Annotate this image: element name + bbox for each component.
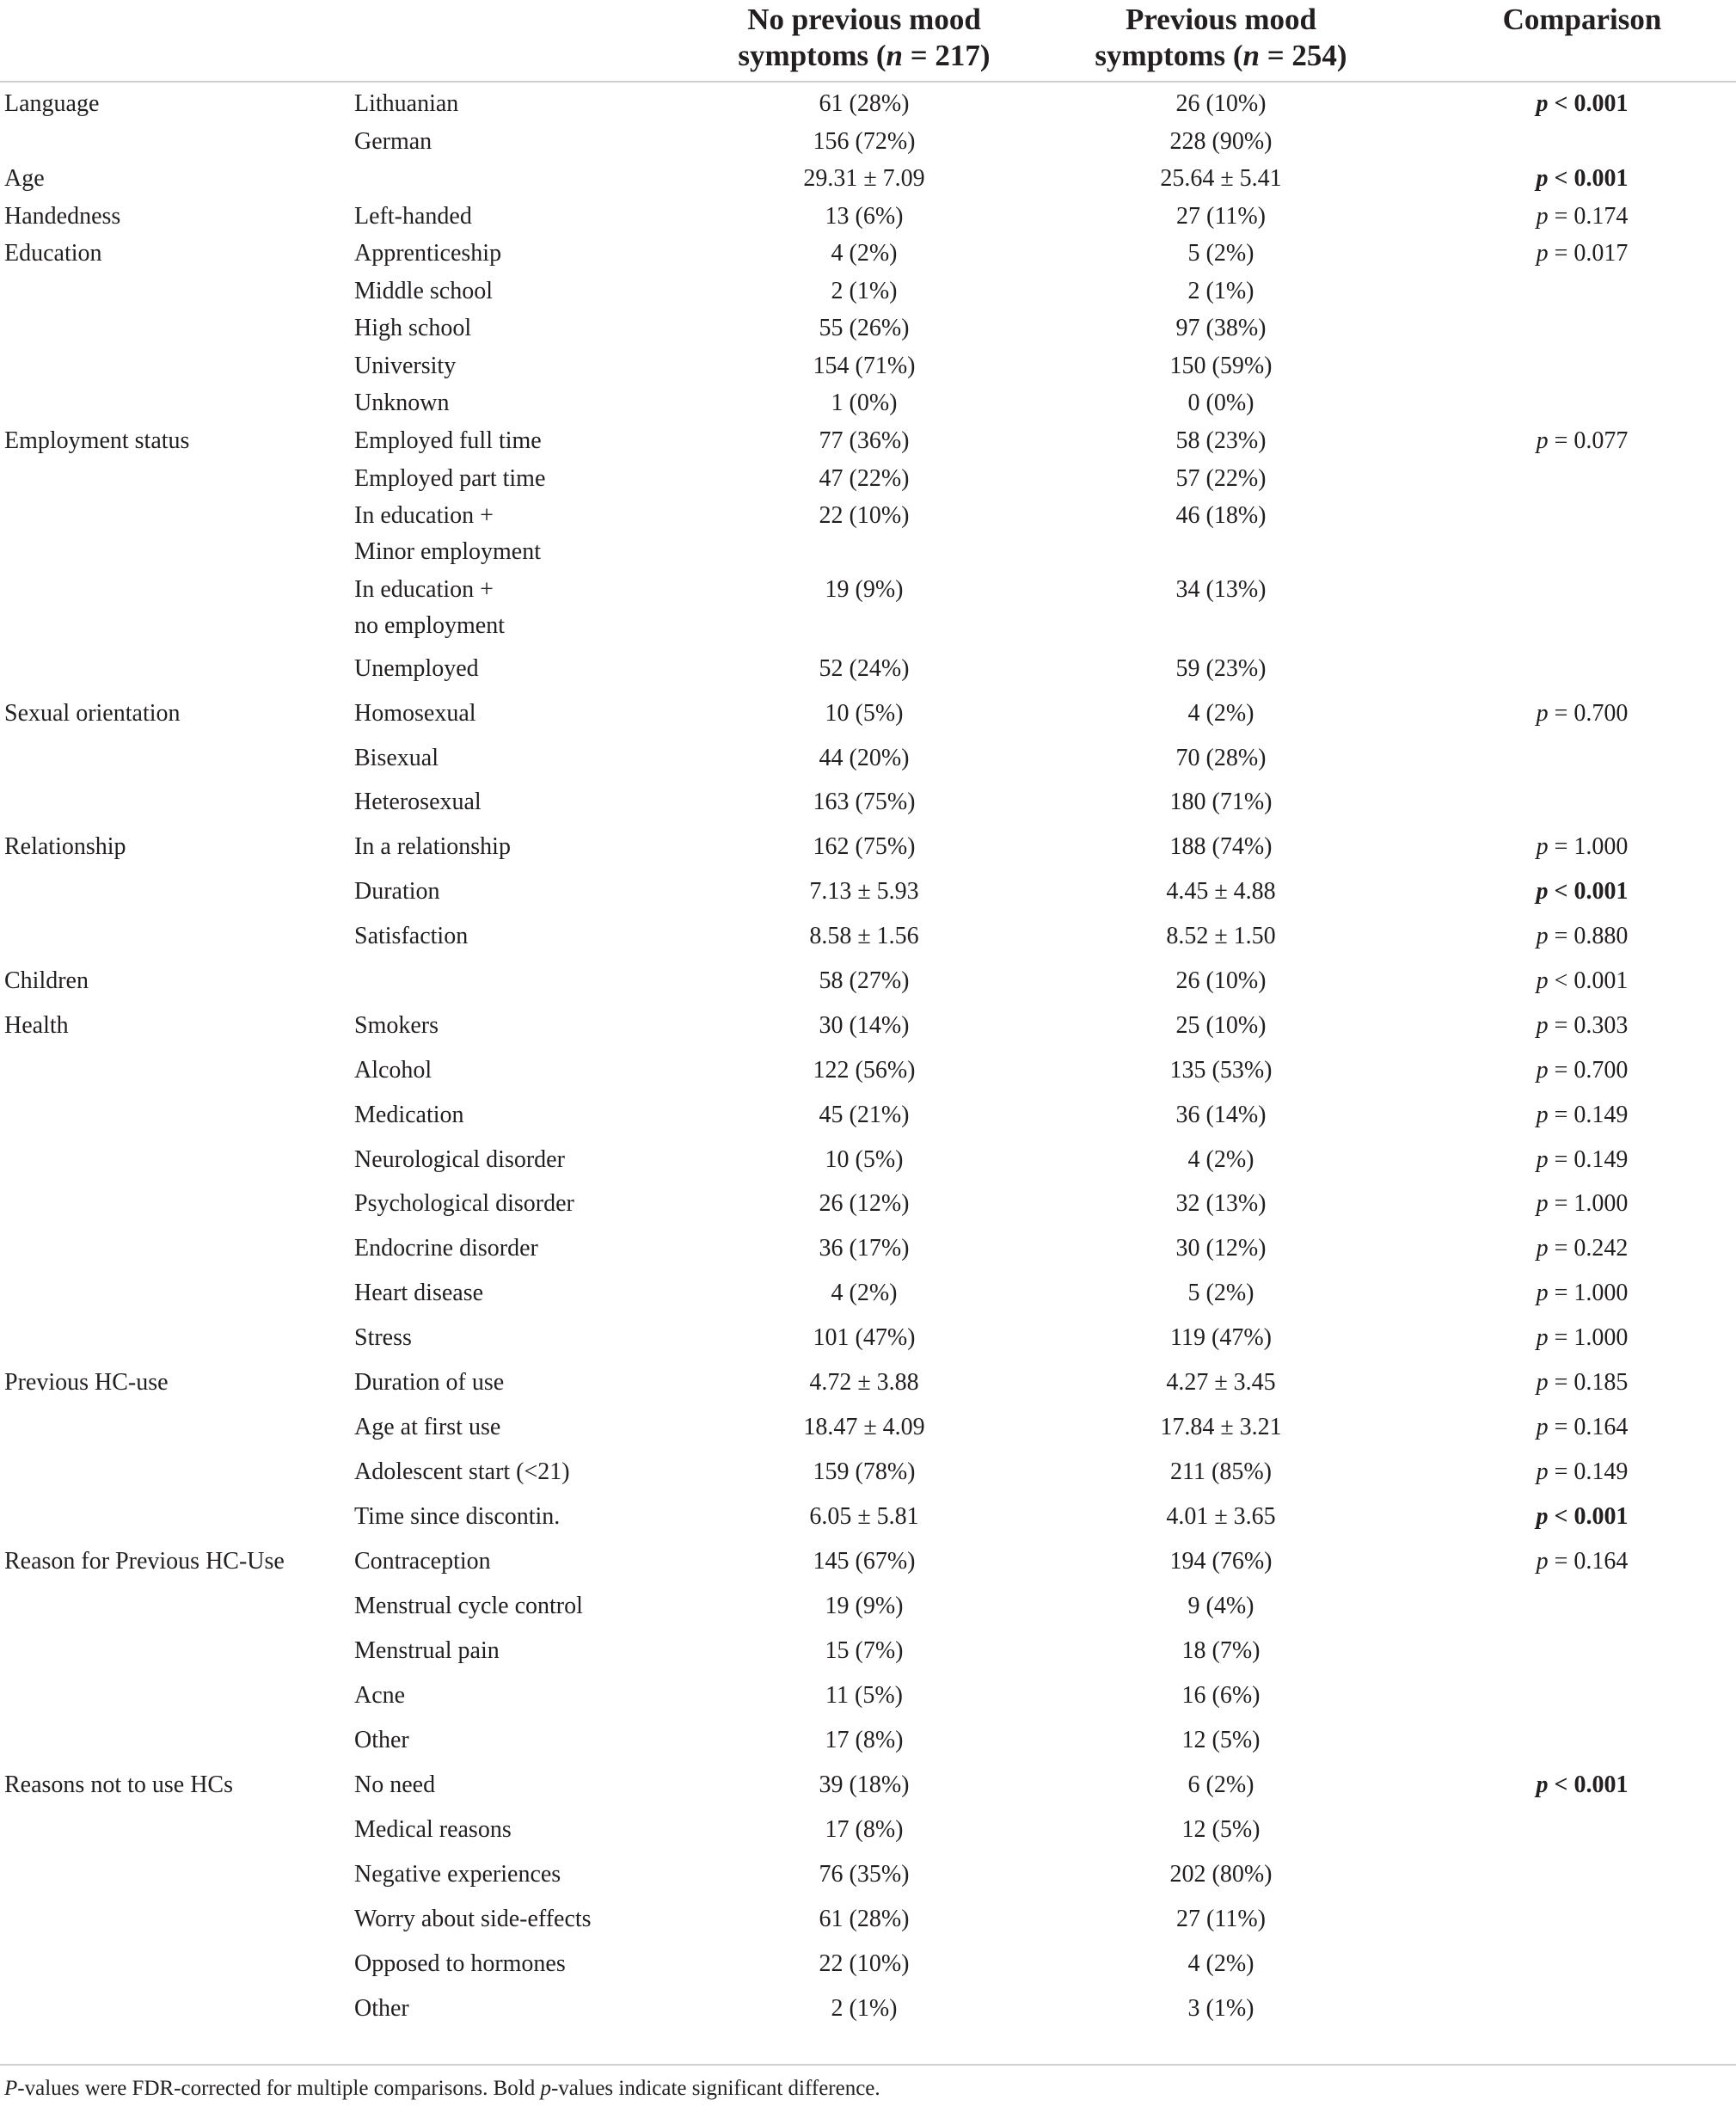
row-subcategory: Opposed to hormones (354, 1950, 566, 1977)
row-category: Reasons not to use HCs (4, 1771, 233, 1798)
value-no-previous: 55 (26%) (819, 315, 910, 341)
value-no-previous: 58 (27%) (819, 967, 910, 994)
row-subcategory: no employment (354, 612, 505, 639)
value-no-previous: 6.05 ± 5.81 (809, 1503, 919, 1530)
row-subcategory: Lithuanian (354, 90, 459, 117)
row-subcategory: In education + (354, 502, 494, 529)
value-no-previous: 18.47 ± 4.09 (803, 1414, 925, 1440)
row-category: Language (4, 90, 100, 117)
p-value: p < 0.001 (1536, 1503, 1629, 1530)
row-subcategory: Duration (354, 878, 440, 905)
value-no-previous: 101 (47%) (813, 1324, 916, 1351)
p-value: p = 0.303 (1536, 1012, 1629, 1039)
value-previous: 25 (10%) (1175, 1012, 1267, 1039)
p-value: p = 0.149 (1536, 1458, 1629, 1485)
value-previous: 27 (11%) (1176, 1906, 1266, 1932)
value-previous: 16 (6%) (1181, 1682, 1261, 1709)
value-previous: 46 (18%) (1175, 502, 1267, 529)
value-no-previous: 10 (5%) (825, 700, 904, 727)
p-value: p < 0.001 (1536, 1771, 1629, 1798)
row-subcategory: Age at first use (354, 1414, 501, 1440)
value-previous: 8.52 ± 1.50 (1166, 923, 1276, 949)
value-no-previous: 1 (0%) (831, 390, 898, 416)
row-subcategory: Endocrine disorder (354, 1235, 538, 1262)
value-previous: 4 (2%) (1187, 700, 1254, 727)
p-value: p = 0.174 (1536, 203, 1629, 230)
row-subcategory: Contraception (354, 1548, 491, 1575)
value-previous: 211 (85%) (1170, 1458, 1272, 1485)
value-no-previous: 154 (71%) (813, 353, 916, 379)
row-subcategory: Worry about side-effects (354, 1906, 592, 1932)
row-category: Children (4, 967, 89, 994)
value-previous: 34 (13%) (1175, 576, 1267, 603)
p-value: p = 1.000 (1536, 1190, 1629, 1217)
row-subcategory: Minor employment (354, 538, 541, 565)
value-no-previous: 17 (8%) (825, 1727, 904, 1753)
value-previous: 4 (2%) (1187, 1146, 1254, 1173)
value-previous: 30 (12%) (1175, 1235, 1267, 1262)
value-no-previous: 26 (12%) (819, 1190, 910, 1217)
p-value: p = 0.149 (1536, 1146, 1629, 1173)
header-divider (0, 81, 1736, 83)
value-previous: 26 (10%) (1175, 90, 1267, 117)
value-previous: 119 (47%) (1170, 1324, 1272, 1351)
row-subcategory: Negative experiences (354, 1861, 561, 1888)
row-subcategory: In education + (354, 576, 494, 603)
p-value: p = 0.700 (1536, 700, 1629, 727)
value-no-previous: 4 (2%) (831, 1280, 898, 1306)
value-no-previous: 13 (6%) (825, 203, 904, 230)
row-subcategory: Satisfaction (354, 923, 469, 949)
p-value: p = 0.164 (1536, 1414, 1629, 1440)
value-previous: 202 (80%) (1169, 1861, 1273, 1888)
value-previous: 2 (1%) (1187, 278, 1254, 304)
value-previous: 3 (1%) (1187, 1995, 1254, 2022)
row-subcategory: Neurological disorder (354, 1146, 565, 1173)
value-previous: 180 (71%) (1169, 789, 1273, 815)
value-previous: 4.27 ± 3.45 (1166, 1369, 1276, 1396)
row-subcategory: Duration of use (354, 1369, 505, 1396)
value-no-previous: 156 (72%) (813, 128, 916, 155)
value-no-previous: 47 (22%) (819, 465, 910, 492)
value-previous: 150 (59%) (1169, 353, 1273, 379)
value-previous: 4.01 ± 3.65 (1166, 1503, 1276, 1530)
value-no-previous: 11 (5%) (825, 1682, 903, 1709)
value-previous: 25.64 ± 5.41 (1160, 165, 1282, 192)
value-previous: 9 (4%) (1187, 1593, 1254, 1619)
row-category: Relationship (4, 833, 126, 860)
p-value: p = 0.164 (1536, 1548, 1629, 1575)
value-previous: 188 (74%) (1169, 833, 1273, 860)
value-previous: 12 (5%) (1181, 1727, 1261, 1753)
value-no-previous: 122 (56%) (813, 1057, 916, 1084)
value-previous: 57 (22%) (1175, 465, 1267, 492)
p-value: p < 0.001 (1536, 878, 1629, 905)
value-previous: 4.45 ± 4.88 (1166, 878, 1276, 905)
row-subcategory: Apprenticeship (354, 240, 502, 267)
value-previous: 5 (2%) (1187, 240, 1254, 267)
value-no-previous: 36 (17%) (819, 1235, 910, 1262)
row-subcategory: Alcohol (354, 1057, 432, 1084)
p-value: p < 0.001 (1536, 967, 1629, 994)
value-no-previous: 17 (8%) (825, 1816, 904, 1843)
row-category: Health (4, 1012, 69, 1039)
value-previous: 194 (76%) (1169, 1548, 1273, 1575)
value-no-previous: 77 (36%) (819, 427, 910, 454)
row-subcategory: Medical reasons (354, 1816, 512, 1843)
row-subcategory: Other (354, 1727, 409, 1753)
value-previous: 228 (90%) (1169, 128, 1273, 155)
value-no-previous: 45 (21%) (819, 1102, 910, 1128)
value-no-previous: 19 (9%) (825, 1593, 904, 1619)
value-previous: 4 (2%) (1187, 1950, 1254, 1977)
row-subcategory: University (354, 353, 457, 379)
row-subcategory: Employed full time (354, 427, 542, 454)
value-no-previous: 4.72 ± 3.88 (809, 1369, 919, 1396)
row-category: Reason for Previous HC-Use (4, 1548, 285, 1575)
row-subcategory: German (354, 128, 432, 155)
col-header-previous-line1: Previous mood (1126, 3, 1316, 36)
value-previous: 18 (7%) (1181, 1637, 1261, 1664)
col-header-no-previous-line1: No previous mood (747, 3, 981, 36)
p-value: p = 0.017 (1536, 240, 1629, 267)
row-subcategory: Smokers (354, 1012, 439, 1039)
value-no-previous: 7.13 ± 5.93 (809, 878, 919, 905)
value-no-previous: 76 (35%) (819, 1861, 910, 1888)
row-category: Previous HC-use (4, 1369, 169, 1396)
value-no-previous: 52 (24%) (819, 655, 910, 682)
row-category: Handedness (4, 203, 121, 230)
row-subcategory: Acne (354, 1682, 406, 1709)
row-category: Age (4, 165, 45, 192)
row-subcategory: Left-handed (354, 203, 472, 230)
value-previous: 70 (28%) (1175, 745, 1267, 771)
row-subcategory: Middle school (354, 278, 493, 304)
row-subcategory: Heterosexual (354, 789, 482, 815)
footnote: P-values were FDR-corrected for multiple comparisons. Bold p-values indicate significant difference. (4, 2077, 880, 2100)
p-value: p = 1.000 (1536, 1280, 1629, 1306)
row-subcategory: Heart disease (354, 1280, 484, 1306)
value-no-previous: 8.58 ± 1.56 (809, 923, 919, 949)
value-no-previous: 44 (20%) (819, 745, 910, 771)
value-no-previous: 22 (10%) (819, 502, 910, 529)
col-header-previous-line2: symptoms (n = 254) (1095, 39, 1347, 72)
col-header-comparison: Comparison (1502, 3, 1662, 36)
value-no-previous: 4 (2%) (831, 240, 898, 267)
value-no-previous: 10 (5%) (825, 1146, 904, 1173)
row-subcategory: Employed part time (354, 465, 546, 492)
row-subcategory: High school (354, 315, 472, 341)
value-no-previous: 2 (1%) (831, 278, 898, 304)
value-no-previous: 61 (28%) (819, 1906, 910, 1932)
value-previous: 32 (13%) (1175, 1190, 1267, 1217)
footer-divider (0, 2064, 1736, 2066)
row-category: Employment status (4, 427, 190, 454)
value-no-previous: 2 (1%) (831, 1995, 898, 2022)
p-value: p = 0.880 (1536, 923, 1629, 949)
value-no-previous: 61 (28%) (819, 90, 910, 117)
value-no-previous: 162 (75%) (813, 833, 916, 860)
value-previous: 0 (0%) (1187, 390, 1254, 416)
row-subcategory: In a relationship (354, 833, 511, 860)
value-previous: 97 (38%) (1175, 315, 1267, 341)
value-no-previous: 30 (14%) (819, 1012, 910, 1039)
value-no-previous: 15 (7%) (825, 1637, 904, 1664)
row-category: Education (4, 240, 102, 267)
p-value: p = 0.185 (1536, 1369, 1629, 1396)
row-subcategory: Other (354, 1995, 409, 2022)
col-header-no-previous (692, 2, 1036, 74)
value-previous: 17.84 ± 3.21 (1160, 1414, 1282, 1440)
value-previous: 6 (2%) (1187, 1771, 1254, 1798)
row-subcategory: Menstrual pain (354, 1637, 500, 1664)
value-previous: 26 (10%) (1175, 967, 1267, 994)
row-subcategory: Stress (354, 1324, 412, 1351)
row-subcategory: Bisexual (354, 745, 439, 771)
value-previous: 12 (5%) (1181, 1816, 1261, 1843)
value-no-previous: 22 (10%) (819, 1950, 910, 1977)
value-no-previous: 19 (9%) (825, 576, 904, 603)
value-previous: 58 (23%) (1175, 427, 1267, 454)
row-subcategory: Time since discontin. (354, 1503, 561, 1530)
p-value: p = 0.242 (1536, 1235, 1629, 1262)
row-subcategory: Unknown (354, 390, 450, 416)
value-previous: 27 (11%) (1176, 203, 1266, 230)
p-value: p < 0.001 (1536, 90, 1629, 117)
row-subcategory: No need (354, 1771, 436, 1798)
p-value: p = 0.149 (1536, 1102, 1629, 1128)
row-subcategory: Menstrual cycle control (354, 1593, 583, 1619)
value-no-previous: 159 (78%) (813, 1458, 916, 1485)
value-previous: 59 (23%) (1175, 655, 1267, 682)
p-value: p = 1.000 (1536, 833, 1629, 860)
row-subcategory: Adolescent start (<21) (354, 1458, 570, 1485)
value-no-previous: 145 (67%) (813, 1548, 916, 1575)
p-value: p = 1.000 (1536, 1324, 1629, 1351)
col-header-no-previous-line2: symptoms (n = 217) (738, 39, 991, 72)
value-no-previous: 39 (18%) (819, 1771, 910, 1798)
p-value: p = 0.700 (1536, 1057, 1629, 1084)
value-previous: 36 (14%) (1175, 1102, 1267, 1128)
row-category: Sexual orientation (4, 700, 181, 727)
value-no-previous: 29.31 ± 7.09 (803, 165, 925, 192)
col-header-previous (1049, 2, 1393, 74)
value-no-previous: 163 (75%) (813, 789, 916, 815)
p-value: p < 0.001 (1536, 165, 1629, 192)
value-previous: 5 (2%) (1187, 1280, 1254, 1306)
p-value: p = 0.077 (1536, 427, 1629, 454)
value-previous: 135 (53%) (1169, 1057, 1273, 1084)
row-subcategory: Homosexual (354, 700, 476, 727)
row-subcategory: Psychological disorder (354, 1190, 574, 1217)
row-subcategory: Medication (354, 1102, 464, 1128)
row-subcategory: Unemployed (354, 655, 479, 682)
